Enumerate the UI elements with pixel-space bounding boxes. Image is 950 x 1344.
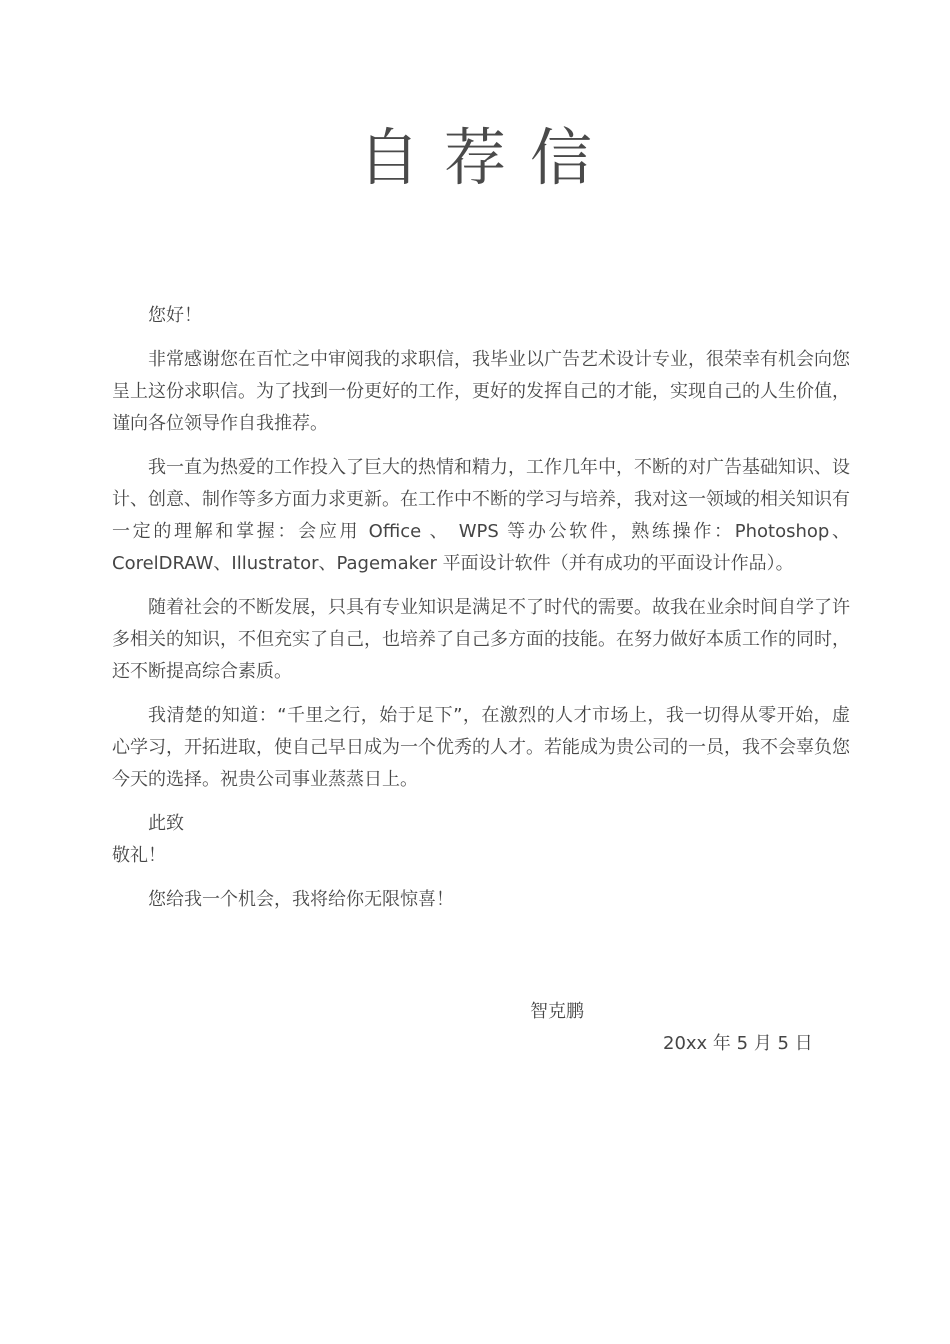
paragraph-intro: 非常感谢您在百忙之中审阅我的求职信，我毕业以广告艺术设计专业，很荣幸有机会向您呈上这份求职信。为了找到一份更好的工作，更好的发挥自己的才能，实现自己的人生价值，谨向各位领导作自我推荐。 — [112, 349, 850, 434]
greeting: 您好！ — [148, 305, 202, 326]
closing-line-1: 此致 — [148, 813, 184, 834]
closing-line-2: 敬礼！ — [112, 845, 166, 866]
paragraph-learning: 随着社会的不断发展，只具有专业知识是满足不了时代的需要。故我在业余时间自学了许多相关的知识，不但充实了自己，也培养了自己多方面的技能。在努力做好本质工作的同时，还不断提高综合素质。 — [112, 597, 850, 682]
letter-body — [112, 300, 850, 928]
paragraph-commitment: 我清楚的知道：“千里之行，始于足下”，在激烈的人才市场上，我一切得从零开始，虚心学习，开拓进取，使自己早日成为一个优秀的人才。若能成为贵公司的一员，我不会辜负您今天的选择。祝贵公司事业蒸蒸日上。 — [112, 705, 850, 790]
postscript: 您给我一个机会，我将给你无限惊喜！ — [148, 889, 454, 910]
signature-name: 智克鹏 — [530, 1001, 584, 1022]
letter-date: 20xx 年 5 月 5 日 — [663, 1033, 813, 1054]
paragraph-skills: 我一直为热爱的工作投入了巨大的热情和精力，工作几年中，不断的对广告基础知识、设计、创意、制作等多方面力求更新。在工作中不断的学习与培养，我对这一领域的相关知识有一定的理解和掌握：会应用 Office 、 WPS 等办公软件，熟练操作：Photoshop、CorelDRAW、Illustrator、Pagemaker 平面设计软件（并有成功的平面设计作品）。 — [112, 457, 850, 574]
page-title: 自荐信 — [357, 121, 616, 194]
